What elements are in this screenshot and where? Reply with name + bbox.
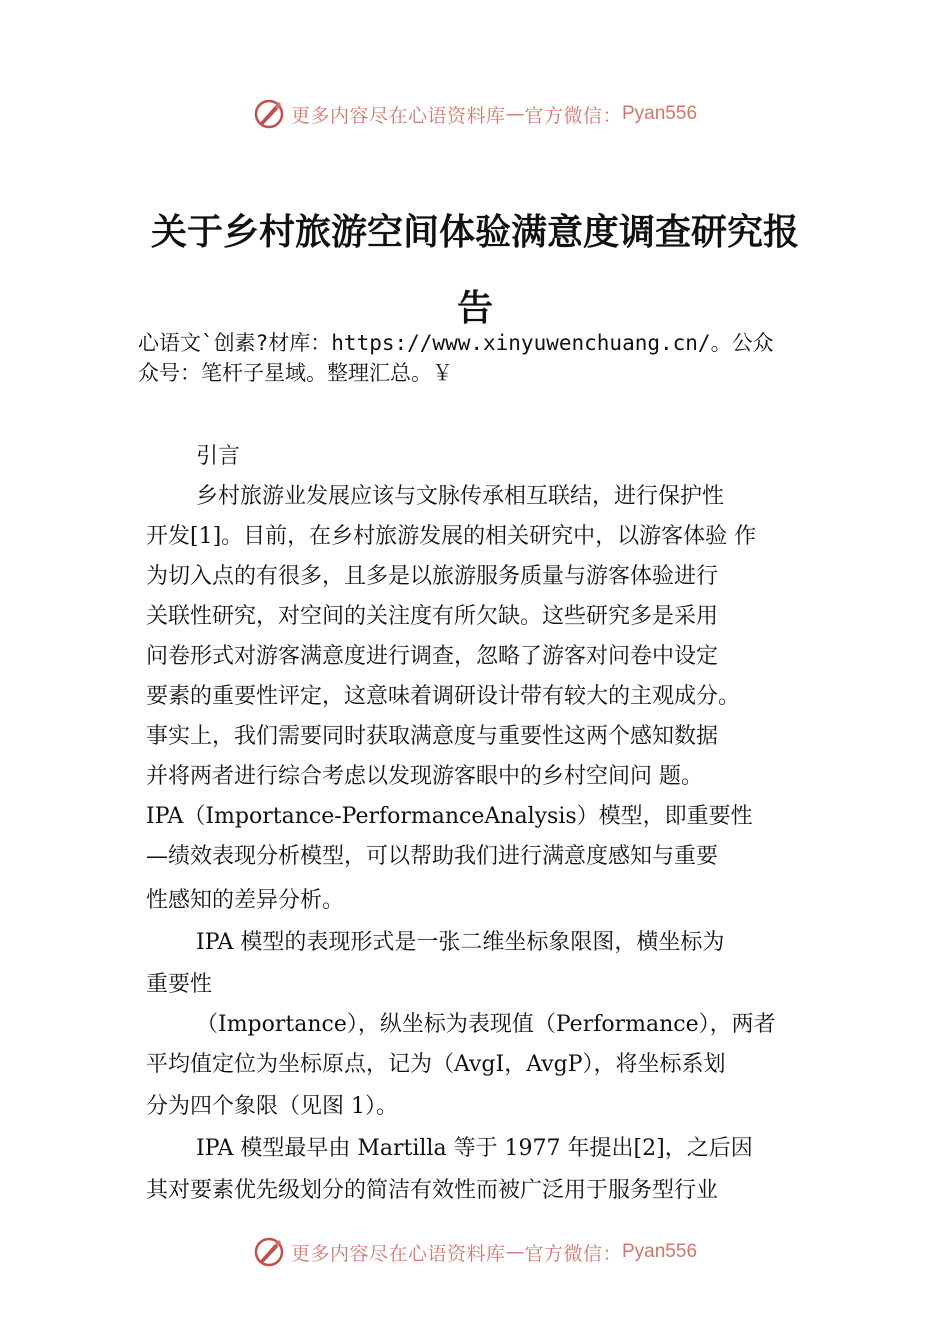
source-note-line2: 众号：笔杆子星域。整理汇总。￥ xyxy=(138,361,453,385)
banner-wechat-label: 官方微信： xyxy=(524,104,622,127)
pen-logo-icon xyxy=(253,98,285,130)
footer-banner xyxy=(0,1232,950,1272)
banner-dash: — xyxy=(505,103,525,125)
body-line: 开发[1]。目前，在乡村旅游发展的相关研究中，以游客体验 作 xyxy=(146,524,757,549)
document-title-line2: 告 xyxy=(456,288,493,329)
banner-dash: — xyxy=(505,1241,525,1263)
body-line: 关联性研究，对空间的关注度有所欠缺。这些研究多是采用 xyxy=(146,604,719,629)
body-line: 问卷形式对游客满意度进行调查，忽略了游客对问卷中设定 xyxy=(146,644,719,669)
section-heading: 引言 xyxy=(196,444,241,469)
body-line: 平均值定位为坐标原点，记为（AvgI，AvgP），将坐标系划 xyxy=(146,1052,726,1077)
body-line: 为切入点的有很多，且多是以旅游服务质量与游客体验进行 xyxy=(146,564,719,589)
banner-library-text: 更多内容尽在心语资料库 xyxy=(290,1242,506,1265)
banner-wechat-label: 官方微信： xyxy=(524,1242,622,1265)
body-line: 分为四个象限（见图 1）。 xyxy=(146,1094,398,1119)
banner-wechat-id: Pyan556 xyxy=(622,1241,698,1262)
body-line: 其对要素优先级划分的简洁有效性而被广泛用于服务型行业 xyxy=(146,1178,719,1203)
body-line: IPA 模型最早由 Martilla 等于 1977 年提出[2]，之后因 xyxy=(196,1136,753,1161)
banner-wechat-id: Pyan556 xyxy=(622,103,698,124)
body-line: 事实上，我们需要同时获取满意度与重要性这两个感知数据 xyxy=(146,724,719,749)
document-title-line1: 关于乡村旅游空间体验满意度调查研究报 xyxy=(150,212,799,253)
body-line: IPA（Importance-PerformanceAnalysis）模型，即重要性 xyxy=(146,804,753,829)
body-line: 性感知的差异分析。 xyxy=(146,888,345,913)
source-note-line1: 心语文`创素?材库：https://www.xinyuwenchuang.cn/。公众 xyxy=(138,331,774,355)
pen-logo-icon xyxy=(253,1236,285,1268)
banner-library-text: 更多内容尽在心语资料库 xyxy=(290,104,506,127)
body-line: —绩效表现分析模型，可以帮助我们进行满意度感知与重要 xyxy=(146,844,719,869)
body-line: 并将两者进行综合考虑以发现游客眼中的乡村空间问 题。 xyxy=(146,764,703,789)
body-line: （Importance），纵坐标为表现值（Performance），两者 xyxy=(196,1012,776,1037)
body-line: 重要性 xyxy=(146,972,213,997)
body-line: 乡村旅游业发展应该与文脉传承相互联结，进行保护性 xyxy=(196,484,725,509)
header-banner xyxy=(0,94,950,134)
body-line: IPA 模型的表现形式是一张二维坐标象限图，横坐标为 xyxy=(196,930,725,955)
body-line: 要素的重要性评定，这意味着调研设计带有较大的主观成分。 xyxy=(146,684,741,709)
